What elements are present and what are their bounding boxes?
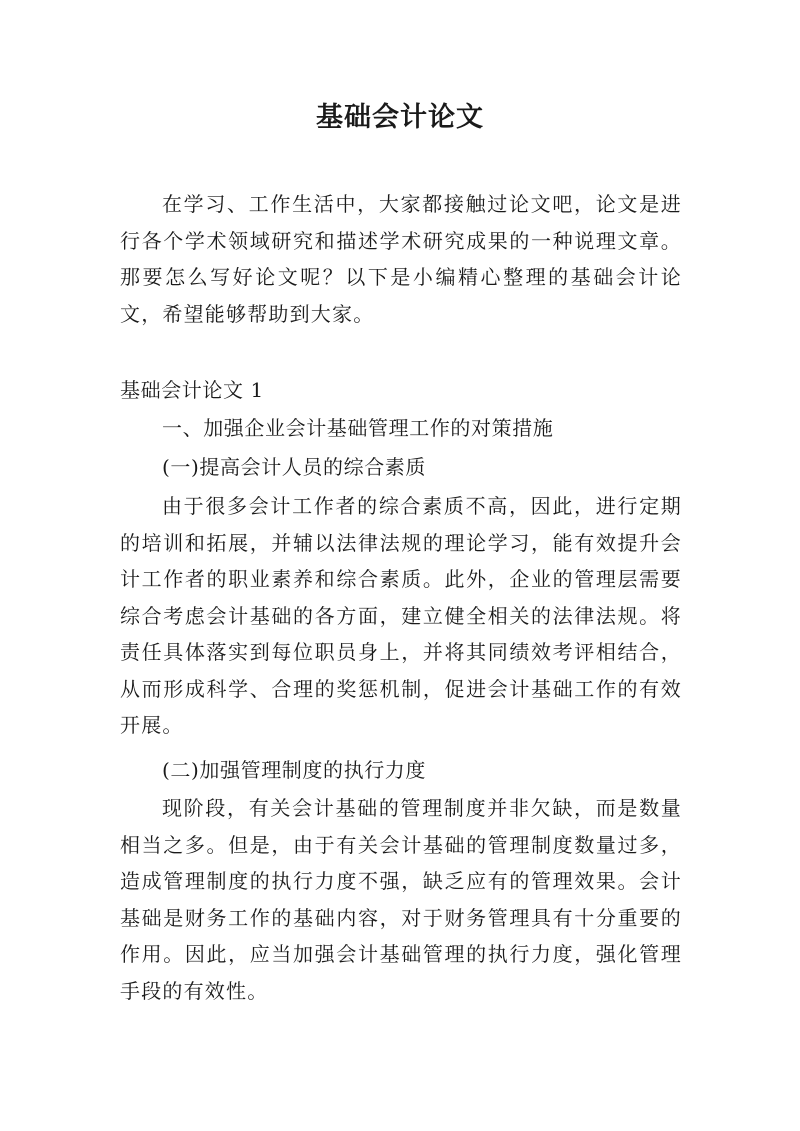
paragraph-2: 现阶段，有关会计基础的管理制度并非欠缺，而是数量相当之多。但是，由于有关会计基础的管理制度数量过多，造成管理制度的执行力度不强，缺乏应有的管理效果。会计基础是财务工作的基础内容，对于财务管理具有十分重要的作用。因此，应当加强会计基础管理的执行力度，强化管理手段的有效性。 [120,796,682,1003]
heading-1: 一、加强企业会计基础管理工作的对策措施 [162,416,554,440]
document-title: 基础会计论文 [316,102,484,133]
intro-paragraph: 在学习、工作生活中，大家都接触过论文吧，论文是进行各个学术领域研究和描述学术研究成果的一种说理文章。那要怎么写好论文呢？以下是小编精心整理的基础会计论文，希望能够帮助到大家。 [120,192,682,326]
sub-heading-2: (二)加强管理制度的执行力度 [162,758,427,782]
section-title: 基础会计论文 1 [120,378,264,402]
sub-heading-1: (一)提高会计人员的综合素质 [162,455,427,479]
paragraph-1: 由于很多会计工作者的综合素质不高，因此，进行定期的培训和拓展，并辅以法律法规的理论学习，能有效提升会计工作者的职业素养和综合素质。此外，企业的管理层需要综合考虑会计基础的各方面，建立健全相关的法律法规。将责任具体落实到每位职员身上，并将其同绩效考评相结合，从而形成科学、合理的奖惩机制，促进会计基础工作的有效开展。 [120,494,682,737]
